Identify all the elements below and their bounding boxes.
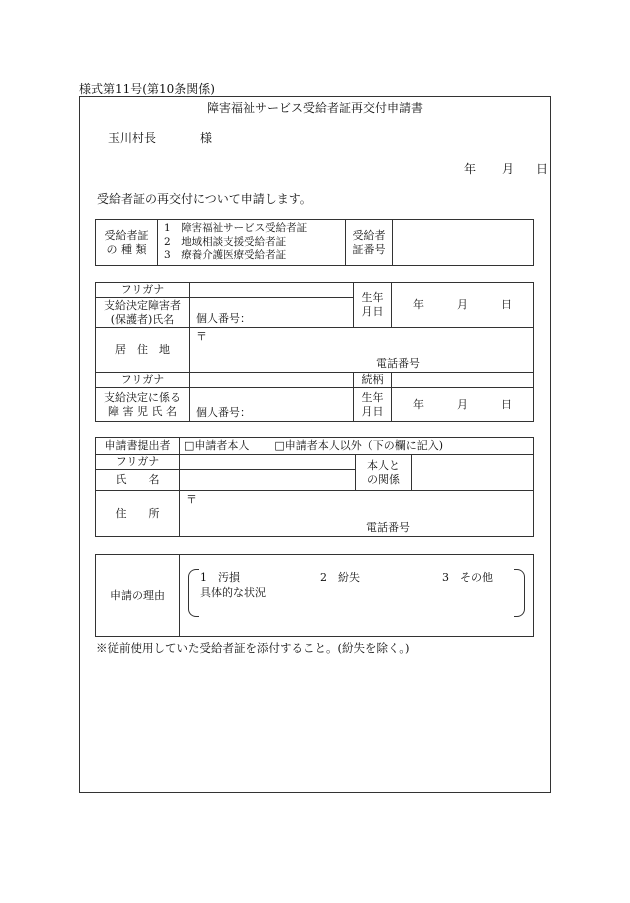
- child-furigana-field[interactable]: [190, 373, 354, 388]
- addressee-name: 玉川村長: [108, 131, 157, 145]
- recipient-furigana-label: フリガナ: [96, 283, 190, 298]
- child-furigana-label: フリガナ: [96, 373, 190, 388]
- submitter-option-self[interactable]: □申請者本人: [184, 439, 250, 453]
- personal-number-label: 個人番号：: [196, 312, 251, 326]
- cert-number-field[interactable]: [393, 220, 534, 266]
- address-label: 居 住 地: [96, 328, 190, 373]
- phone-label: 電話番号: [376, 357, 420, 371]
- submitter-table: [95, 437, 534, 537]
- submitter-name-label: 氏 名: [96, 470, 180, 491]
- form-title: 障害福祉サービス受給者証再交付申請書: [206, 101, 423, 115]
- cert-option-3[interactable]: 3 療養介護医療受給者証: [164, 249, 287, 262]
- date-day: 日: [536, 162, 549, 176]
- child-birth-field[interactable]: 年 月 日: [392, 388, 534, 422]
- recipient-table: [95, 282, 534, 422]
- submitter-name-field[interactable]: [180, 470, 356, 491]
- submitter-relation-field[interactable]: [412, 455, 534, 491]
- cert-type-options: [158, 220, 346, 266]
- cert-type-label: 受給者証 の 種 類: [96, 220, 158, 266]
- recipient-furigana-field[interactable]: [190, 283, 354, 298]
- address-field[interactable]: [190, 328, 534, 373]
- addressee-honorific: 様: [200, 131, 213, 145]
- reason-option-1[interactable]: 1 汚損: [200, 571, 240, 584]
- reason-label: 申請の理由: [96, 555, 180, 637]
- recipient-name-field[interactable]: [190, 298, 354, 328]
- postal-mark: 〒: [196, 330, 207, 343]
- child-birth-label: 生年 月日: [354, 388, 392, 422]
- left-bracket: [188, 569, 199, 617]
- cert-type-table: [95, 219, 534, 266]
- footnote: ※従前使用していた受給者証を添付すること。(紛失を除く。): [96, 641, 410, 655]
- date-year: 年: [464, 162, 477, 176]
- cert-number-label: 受給者 証番号: [346, 220, 393, 266]
- date-month: 月: [502, 162, 515, 176]
- child-name-label: 支給決定に係る 障 害 児 氏 名: [96, 388, 190, 422]
- submitter-option-other[interactable]: □申請者本人以外（下の欄に記入): [274, 439, 444, 453]
- right-bracket: [514, 569, 525, 617]
- reason-option-3[interactable]: 3 その他: [442, 571, 493, 584]
- recipient-birth-field[interactable]: 年 月 日: [392, 283, 534, 328]
- recipient-birth-label: 生年 月日: [354, 283, 392, 328]
- reason-option-2[interactable]: 2 紛失: [320, 571, 360, 584]
- recipient-name-label: 支給決定障害者 (保護者)氏名: [96, 298, 190, 328]
- cert-option-1[interactable]: 1 障害福祉サービス受給者証: [164, 222, 308, 235]
- reason-field[interactable]: [180, 555, 534, 637]
- submitter-options: [180, 438, 534, 455]
- submitter-postal-mark: 〒: [186, 493, 197, 506]
- submitter-furigana-label: フリガナ: [96, 455, 180, 470]
- relation-field[interactable]: [392, 373, 534, 388]
- submitter-phone-label: 電話番号: [366, 521, 410, 535]
- child-personal-number-label: 個人番号：: [196, 406, 251, 420]
- relation-label: 続柄: [354, 373, 392, 388]
- submitter-address-field[interactable]: [180, 491, 534, 537]
- reason-table: [95, 554, 534, 637]
- child-name-field[interactable]: [190, 388, 354, 422]
- cert-option-2[interactable]: 2 地域相談支援受給者証: [164, 235, 287, 248]
- reason-detail-label: 具体的な状況: [200, 586, 266, 599]
- submitter-relation-label: 本人と の関係: [356, 455, 412, 491]
- intro-text: 受給者証の再交付について申請します。: [97, 192, 312, 206]
- submitter-furigana-field[interactable]: [180, 455, 356, 470]
- submitter-address-label: 住 所: [96, 491, 180, 537]
- form-label: 様式第11号(第10条関係): [79, 82, 215, 96]
- submitter-label: 申請書提出者: [96, 438, 180, 455]
